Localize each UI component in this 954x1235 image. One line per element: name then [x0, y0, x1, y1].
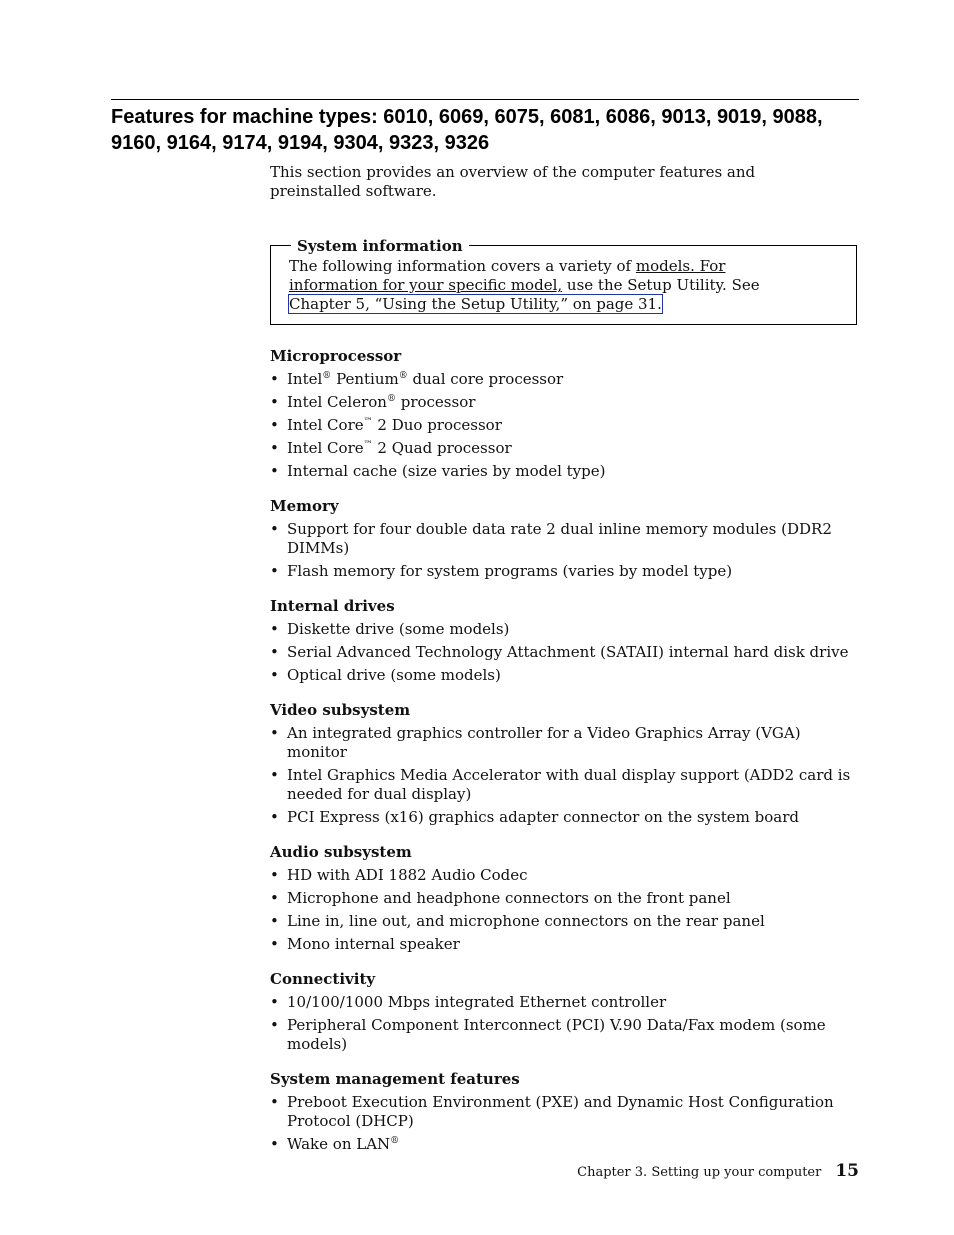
item-text: Diskette drive (some models) [287, 620, 510, 638]
item-text: Optical drive (some models) [287, 666, 501, 684]
bullet: • [270, 1135, 279, 1153]
page-title: Features for machine types: 6010, 6069, 6075, 6081, 6086, 9013, 9019, 9088, 9160, 9164, 9174, 9194, 9304, 9323, 9326 [111, 106, 823, 154]
item-text: Intel Core [287, 439, 364, 457]
system-management-list [270, 1093, 860, 1154]
item-text: Support for four double data rate 2 dual inline memory modules (DDR2 DIMMs) [287, 520, 832, 557]
bullet: • [270, 993, 279, 1011]
list-item [270, 416, 860, 435]
registered-mark: ® [386, 394, 396, 404]
bullet: • [270, 562, 279, 580]
bullet: • [270, 462, 279, 480]
item-text: HD with ADI 1882 Audio Codec [287, 866, 528, 884]
section-title-microprocessor: Microprocessor [270, 347, 402, 365]
list-item [270, 889, 860, 908]
models-link[interactable]: models. For information for your specific model, [289, 257, 726, 294]
section-audio-subsystem [270, 843, 860, 954]
bullet: • [270, 666, 279, 684]
list-item [270, 520, 860, 558]
item-text: Serial Advanced Technology Attachment (SATAII) internal hard disk drive [287, 643, 849, 661]
intro-paragraph: This section provides an overview of the computer features and preinstalled software. [270, 163, 756, 200]
item-text: An integrated graphics controller for a Video Graphics Array (VGA) monitor [287, 724, 801, 761]
item-text: Wake on LAN [287, 1135, 391, 1153]
item-text: Flash memory for system programs (varies by model type) [287, 562, 733, 580]
item-text: Line in, line out, and microphone connectors on the rear panel [287, 912, 765, 930]
footer-chapter: Chapter 3. Setting up your computer [577, 1165, 822, 1180]
system-information-text [289, 257, 819, 314]
item-text: Peripheral Component Interconnect (PCI) V.90 Data/Fax modem (some models) [287, 1016, 826, 1053]
list-item [270, 643, 860, 662]
list-item [270, 620, 860, 639]
section-title-internal-drives: Internal drives [270, 597, 395, 615]
item-text: Microphone and headphone connectors on the front panel [287, 889, 731, 907]
page-number: 15 [835, 1161, 859, 1181]
bullet: • [270, 370, 279, 388]
item-text: PCI Express (x16) graphics adapter connector on the system board [287, 808, 800, 826]
list-item [270, 1135, 860, 1154]
list-item [270, 666, 860, 685]
item-text: Preboot Execution Environment (PXE) and Dynamic Host Configuration Protocol (DHCP) [287, 1093, 834, 1130]
section-title-system-management: System management features [270, 1070, 520, 1088]
registered-mark: ® [398, 371, 408, 381]
heading-rule [111, 99, 859, 100]
trademark-mark: ™ [363, 417, 373, 427]
list-item [270, 724, 860, 762]
bullet: • [270, 935, 279, 953]
list-item [270, 1016, 860, 1054]
item-text: Mono internal speaker [287, 935, 460, 953]
item-text: 2 Quad processor [372, 439, 512, 457]
bullet: • [270, 439, 279, 457]
item-text: processor [395, 393, 476, 411]
bullet: • [270, 643, 279, 661]
chapter-5-link[interactable]: Chapter 5, “Using the Setup Utility,” on page 31. [289, 295, 662, 313]
bullet: • [270, 520, 279, 538]
list-item [270, 393, 860, 412]
bullet: • [270, 416, 279, 434]
item-text: Pentium [331, 370, 399, 388]
section-title-video-subsystem: Video subsystem [270, 701, 411, 719]
section-system-management [270, 1070, 860, 1154]
bullet: • [270, 808, 279, 826]
list-item [270, 993, 860, 1012]
list-item [270, 808, 860, 827]
list-item [270, 462, 860, 481]
registered-mark: ® [322, 371, 332, 381]
section-microprocessor [270, 347, 860, 481]
bullet: • [270, 766, 279, 784]
trademark-mark: ™ [363, 440, 373, 450]
item-text: Intel Graphics Media Accelerator with dual display support (ADD2 card is needed for dual display) [287, 766, 851, 803]
page-footer [577, 1161, 859, 1181]
section-internal-drives [270, 597, 860, 685]
audio-subsystem-list [270, 866, 860, 954]
section-title-audio-subsystem: Audio subsystem [270, 843, 412, 861]
features-content [270, 347, 860, 1170]
bullet: • [270, 724, 279, 742]
bullet: • [270, 912, 279, 930]
bullet: • [270, 620, 279, 638]
item-text: 2 Duo processor [372, 416, 502, 434]
list-item [270, 370, 860, 389]
system-information-text-middle: use the Setup Utility. See [562, 276, 760, 294]
system-information-box [270, 237, 857, 325]
item-text: Intel [287, 370, 323, 388]
list-item [270, 766, 860, 804]
bullet: • [270, 1016, 279, 1034]
item-text: 10/100/1000 Mbps integrated Ethernet controller [287, 993, 667, 1011]
system-information-text-start: The following information covers a variety of [289, 257, 636, 275]
bullet: • [270, 393, 279, 411]
bullet: • [270, 889, 279, 907]
system-information-heading: System information [291, 238, 469, 254]
section-title-memory: Memory [270, 497, 339, 515]
connectivity-list [270, 993, 860, 1054]
microprocessor-list [270, 370, 860, 481]
item-text: Internal cache (size varies by model type) [287, 462, 606, 480]
bullet: • [270, 866, 279, 884]
item-text: dual core processor [407, 370, 564, 388]
list-item [270, 912, 860, 931]
bullet: • [270, 1093, 279, 1111]
list-item [270, 562, 860, 581]
list-item [270, 439, 860, 458]
memory-list [270, 520, 860, 581]
section-memory [270, 497, 860, 581]
section-title-connectivity: Connectivity [270, 970, 376, 988]
video-subsystem-list [270, 724, 860, 827]
item-text: Intel Core [287, 416, 364, 434]
list-item [270, 1093, 860, 1131]
list-item [270, 866, 860, 885]
section-connectivity [270, 970, 860, 1054]
list-item [270, 935, 860, 954]
section-video-subsystem [270, 701, 860, 827]
internal-drives-list [270, 620, 860, 685]
item-text: Intel Celeron [287, 393, 387, 411]
registered-mark: ® [390, 1136, 400, 1146]
